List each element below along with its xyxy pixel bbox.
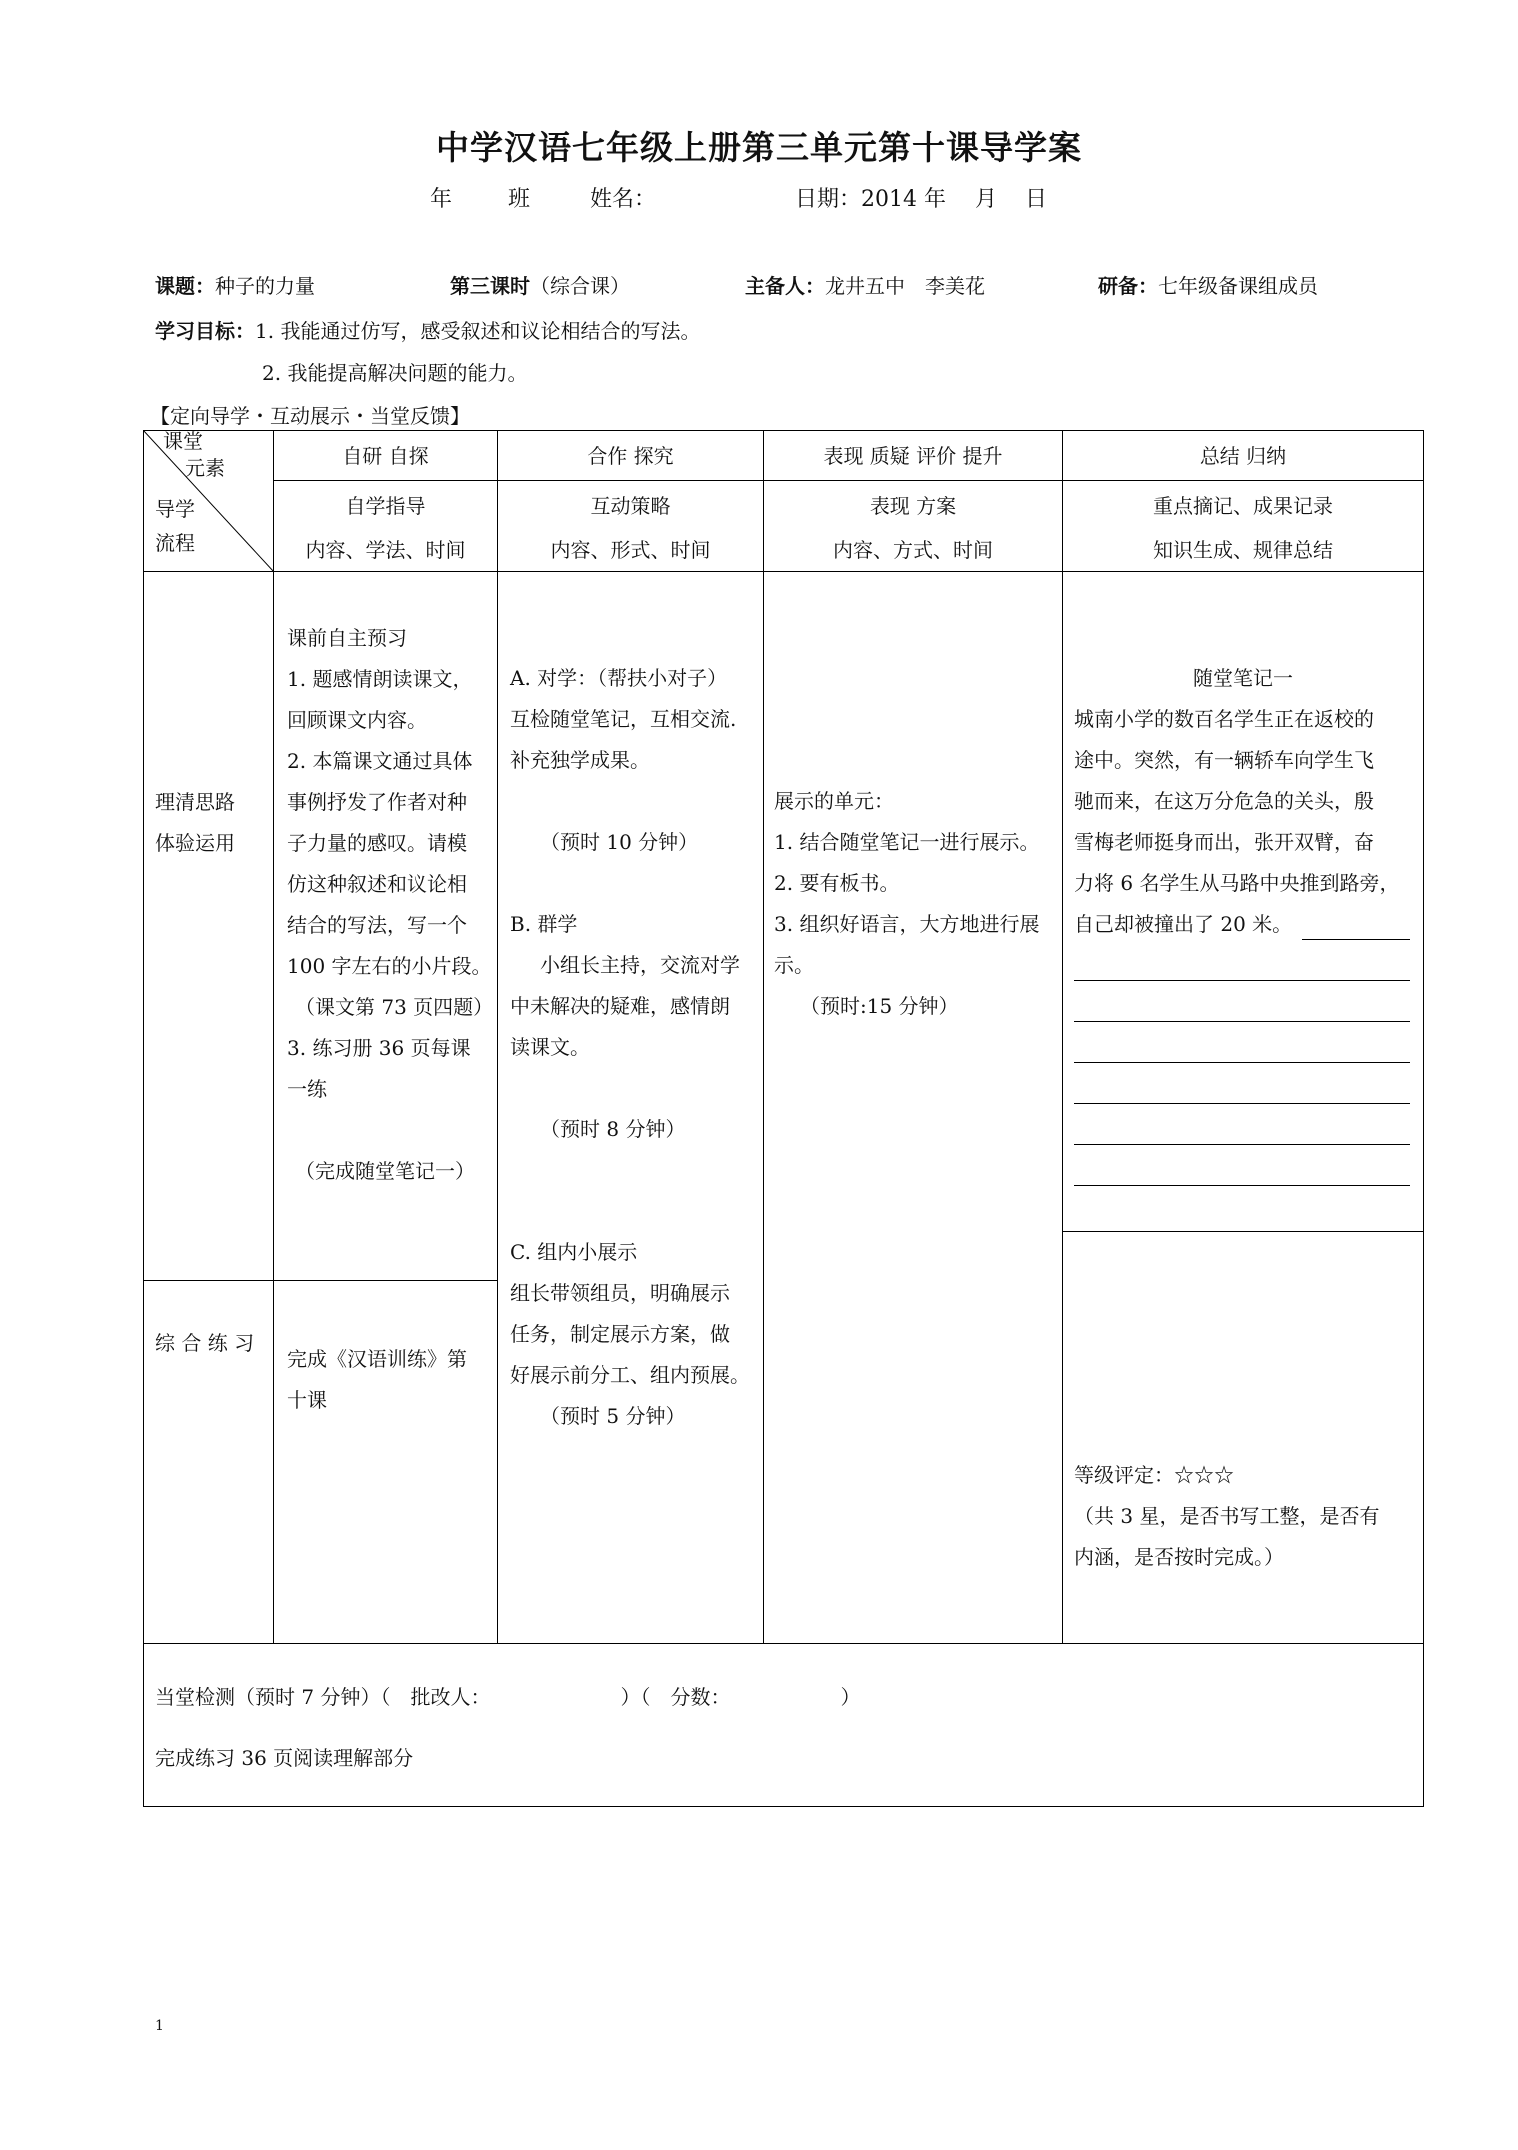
name-label: 姓名：	[590, 187, 657, 212]
lesson-line	[450, 270, 630, 299]
col1-line: 事例抒发了作者对种	[287, 790, 467, 814]
header-col-1: 自研 自探	[342, 444, 429, 468]
grade-label: 年	[430, 187, 453, 212]
date-label: 日期：2014 年	[795, 187, 946, 212]
col2-line: 读课文。	[510, 1035, 590, 1059]
page-number: 1	[155, 2018, 164, 2034]
rating-line: 等级评定：☆☆☆	[1074, 1463, 1234, 1487]
notes-line: 途中。突然，有一辆轿车向学生飞	[1074, 748, 1374, 772]
subheader-col-2-b: 内容、形式、时间	[550, 538, 711, 562]
col2-line: 互检随堂笔记，互相交流.	[510, 707, 737, 731]
corner-bottom-1: 导学	[155, 497, 195, 521]
rating-line: 内涵，是否按时完成。）	[1074, 1545, 1284, 1569]
subheader-col-1-a: 自学指导	[345, 494, 426, 518]
col2-line: 任务，制定展示方案，做	[510, 1322, 730, 1346]
col3-line: 2. 要有板书。	[774, 871, 900, 895]
row-label-1-b: 体验运用	[155, 831, 235, 855]
col3-line: 1. 结合随堂笔记一进行展示。	[774, 830, 1040, 854]
col2-line: 小组长主持，交流对学	[540, 953, 740, 977]
col1-line: 回顾课文内容。	[287, 708, 427, 732]
col1-row2-line: 完成《汉语训练》第	[287, 1347, 467, 1371]
quiz-line: 当堂检测（预时 7 分钟）（ 批改人： ）（ 分数： ）	[155, 1685, 861, 1709]
col3-line: 3. 组织好语言，大方地进行展	[774, 912, 1040, 936]
section-heading: 【定向导学・互动展示・当堂反馈】	[150, 404, 470, 428]
subheader-col-2-a: 互动策略	[590, 494, 671, 518]
research-label: 研备：	[1098, 274, 1158, 298]
notes-line: 自己却被撞出了 20 米。	[1074, 912, 1293, 936]
month-label: 月	[975, 187, 998, 212]
research-line	[1098, 270, 1318, 299]
topic-label: 课题：	[155, 274, 215, 298]
col2-line: 补充独学成果。	[510, 748, 650, 772]
subheader-col-3-a: 表现 方案	[869, 494, 957, 518]
col1-line: 子力量的感叹。请模	[287, 831, 467, 855]
header-col-2: 合作 探究	[587, 444, 674, 468]
col2-line: （预时 10 分钟）	[540, 830, 699, 854]
col1-line: 仿这种叙述和议论相	[287, 872, 467, 896]
col1-line: （课文第 73 页四题）	[295, 995, 494, 1019]
rating-line: （共 3 星，是否书写工整，是否有	[1074, 1504, 1380, 1528]
subheader-col-4-b: 知识生成、规律总结	[1153, 538, 1333, 562]
col2-line: （预时 5 分钟）	[540, 1404, 686, 1428]
header-col-4: 总结 归纳	[1199, 444, 1287, 468]
col2-line: （预时 8 分钟）	[540, 1117, 686, 1141]
row-label-2: 综 合 练 习	[155, 1331, 255, 1355]
col2-line: B. 群学	[510, 912, 578, 936]
notes-title: 随堂笔记一	[1193, 666, 1293, 690]
topic-value: 种子的力量	[215, 274, 315, 298]
col2-line: 好展示前分工、组内预展。	[510, 1363, 750, 1387]
col3-line: 展示的单元：	[774, 789, 894, 813]
goal-1: 1. 我能通过仿写，感受叙述和议论相结合的写法。	[255, 319, 701, 343]
quiz-task: 完成练习 36 页阅读理解部分	[155, 1746, 414, 1770]
col2-line: A. 对学：（帮扶小对子）	[510, 666, 728, 690]
preparer-line	[745, 270, 985, 299]
col2-line: 组长带领组员，明确展示	[510, 1281, 730, 1305]
col1-line: 课前自主预习	[287, 626, 407, 650]
notes-line: 力将 6 名学生从马路中央推到路旁，	[1074, 871, 1400, 895]
lesson-label: 第三课时	[450, 274, 530, 298]
corner-top-2: 元素	[185, 456, 225, 480]
research-value: 七年级备课组成员	[1158, 274, 1318, 298]
notes-line: 驰而来，在这万分危急的关头，殷	[1074, 789, 1374, 813]
header-col-3: 表现 质疑 评价 提升	[823, 444, 1003, 468]
topic-line	[155, 270, 315, 299]
goals-line	[155, 315, 700, 344]
class-label: 班	[508, 187, 531, 212]
col2-line: C. 组内小展示	[510, 1240, 638, 1264]
col1-line: 结合的写法，写一个	[287, 913, 467, 937]
page-title: 中学汉语七年级上册第三单元第十课导学案	[436, 128, 1082, 167]
row-label-1-a: 理清思路	[155, 790, 235, 814]
col1-line: 3. 练习册 36 页每课	[287, 1036, 471, 1060]
subheader-col-4-a: 重点摘记、成果记录	[1153, 494, 1333, 518]
col1-line: 100 字左右的小片段。	[287, 954, 492, 978]
corner-bottom-2: 流程	[155, 531, 195, 555]
lesson-value: （综合课）	[530, 274, 630, 298]
subheader-col-3-b: 内容、方式、时间	[833, 538, 993, 562]
preparer-value: 龙井五中 李美花	[825, 274, 985, 298]
corner-top-1: 课堂	[163, 429, 203, 453]
col1-row2-line: 十课	[287, 1388, 327, 1412]
col1-line: （完成随堂笔记一）	[295, 1159, 475, 1183]
notes-line: 城南小学的数百名学生正在返校的	[1074, 707, 1374, 731]
col3-line: 示。	[774, 953, 814, 977]
subheader-col-1-b: 内容、学法、时间	[305, 538, 466, 562]
col1-line: 2. 本篇课文通过具体	[287, 749, 473, 773]
goals-label: 学习目标：	[155, 319, 255, 343]
goal-2: 2. 我能提高解决问题的能力。	[262, 361, 528, 385]
col2-line: 中未解决的疑难，感情朗	[510, 994, 730, 1018]
col1-line: 一练	[287, 1077, 327, 1101]
notes-line: 雪梅老师挺身而出，张开双臂，奋	[1074, 830, 1374, 854]
col1-line: 1. 题感情朗读课文，	[287, 667, 473, 691]
day-label: 日	[1025, 187, 1048, 212]
col3-line: （预时:15 分钟）	[800, 994, 959, 1018]
preparer-label: 主备人：	[745, 274, 825, 298]
